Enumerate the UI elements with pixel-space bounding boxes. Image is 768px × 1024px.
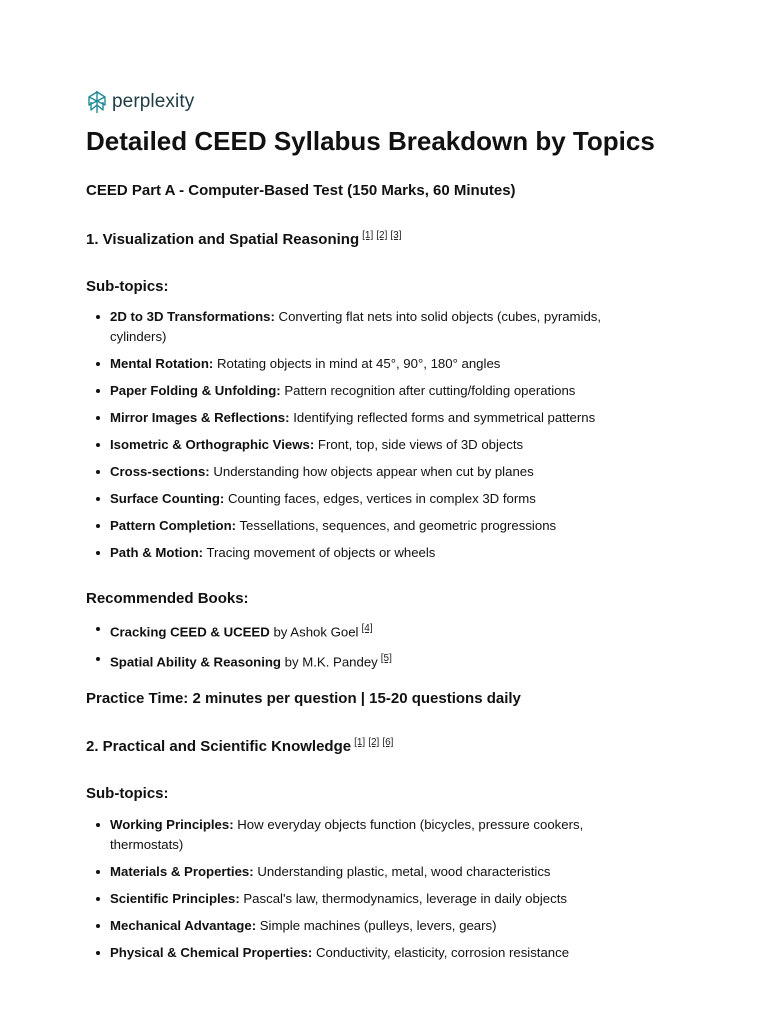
subtopic-term: Mechanical Advantage: <box>110 918 257 933</box>
citation-link[interactable]: [6] <box>382 737 394 748</box>
subtopic-desc: How everyday objects function (bicycles, pressure cookers, thermostats) <box>110 817 584 852</box>
subtopic-term: Surface Counting: <box>110 491 225 506</box>
list-item <box>86 307 646 347</box>
citation-link[interactable]: [1] <box>354 737 366 748</box>
part-heading: CEED Part A - Computer-Based Test (150 Marks, 60 Minutes) <box>86 182 516 199</box>
list-item <box>86 815 646 855</box>
subtopic-term: Materials & Properties: <box>110 864 254 879</box>
subtopic-term: Pattern Completion: <box>110 518 237 533</box>
subtopic-term: Path & Motion: <box>110 545 204 560</box>
section1-heading <box>86 230 405 248</box>
subtopic-desc: Front, top, side views of 3D objects <box>317 437 524 452</box>
subtopic-desc: Pattern recognition after cutting/folding operations <box>284 383 576 398</box>
subtopic-term: Scientific Principles: <box>110 891 240 906</box>
subtopic-desc: Conductivity, elasticity, corrosion resistance <box>315 945 570 960</box>
list-item <box>86 516 646 536</box>
list-item <box>86 462 646 482</box>
subtopic-desc: Understanding plastic, metal, wood characteristics <box>257 864 551 879</box>
list-item <box>86 543 646 563</box>
list-item <box>86 408 646 428</box>
brand-name: perplexity <box>112 91 195 112</box>
list-item <box>86 381 646 401</box>
subtopic-term: Mental Rotation: <box>110 356 214 371</box>
subtopic-term: Cross-sections: <box>110 464 210 479</box>
book-author: by Ashok Goel <box>273 624 359 640</box>
book-author: by M.K. Pandey <box>284 654 378 670</box>
book-title: Cracking CEED & UCEED <box>110 624 270 640</box>
practice-time: Practice Time: 2 minutes per question | 15-20 questions daily <box>86 690 521 707</box>
subtopic-desc: Pascal's law, thermodynamics, leverage in daily objects <box>243 891 567 906</box>
page-title: Detailed CEED Syllabus Breakdown by Topics <box>86 126 655 156</box>
section1-subtopic-list <box>86 307 646 563</box>
recommended-books-label: Recommended Books: <box>86 590 249 607</box>
section2-subtopic-list <box>86 815 646 963</box>
book-citation-wrap <box>361 623 375 634</box>
section2-heading <box>86 737 396 755</box>
subtopic-term: Isometric & Orthographic Views: <box>110 437 315 452</box>
subtopic-term: 2D to 3D Transformations: <box>110 309 275 324</box>
list-item <box>86 889 646 909</box>
book-title: Spatial Ability & Reasoning <box>110 654 281 670</box>
subtopic-desc: Counting faces, edges, vertices in complex 3D forms <box>227 491 536 506</box>
subtopic-desc: Converting flat nets into solid objects (cubes, pyramids, cylinders) <box>110 309 602 344</box>
subtopic-desc: Simple machines (pulleys, levers, gears) <box>259 918 497 933</box>
subtopic-term: Physical & Chemical Properties: <box>110 945 313 960</box>
list-item <box>86 649 646 672</box>
citation-link[interactable]: [2] <box>368 737 380 748</box>
section1-citations <box>362 230 404 241</box>
books-list <box>86 619 646 673</box>
perplexity-icon <box>86 90 108 114</box>
list-item <box>86 943 646 963</box>
subtopic-desc: Understanding how objects appear when cut by planes <box>213 464 534 479</box>
section2-subtopics-label: Sub-topics: <box>86 785 169 802</box>
list-item <box>86 916 646 936</box>
list-item <box>86 619 646 642</box>
citation-link[interactable]: [1] <box>362 230 374 241</box>
subtopic-term: Mirror Images & Reflections: <box>110 410 290 425</box>
citation-link[interactable]: [4] <box>361 623 373 634</box>
list-item <box>86 489 646 509</box>
subtopic-desc: Tessellations, sequences, and geometric progressions <box>239 518 557 533</box>
citation-link[interactable]: [5] <box>380 653 392 665</box>
section1-title: 1. Visualization and Spatial Reasoning <box>86 231 360 248</box>
list-item <box>86 354 646 374</box>
perplexity-logo <box>86 90 194 114</box>
subtopic-term: Paper Folding & Unfolding: <box>110 383 281 398</box>
section2-title: 2. Practical and Scientific Knowledge <box>86 738 352 755</box>
citation-link[interactable]: [2] <box>376 230 388 241</box>
subtopic-term: Working Principles: <box>110 817 234 832</box>
section2-citations <box>354 737 396 748</box>
citation-link[interactable]: [3] <box>390 230 402 241</box>
book-citation-wrap <box>381 653 395 664</box>
subtopic-desc: Rotating objects in mind at 45°, 90°, 180° angles <box>216 356 501 371</box>
list-item <box>86 435 646 455</box>
subtopic-desc: Tracing movement of objects or wheels <box>206 545 436 560</box>
subtopic-desc: Identifying reflected forms and symmetrical patterns <box>293 410 596 425</box>
list-item <box>86 862 646 882</box>
section1-subtopics-label: Sub-topics: <box>86 278 169 295</box>
